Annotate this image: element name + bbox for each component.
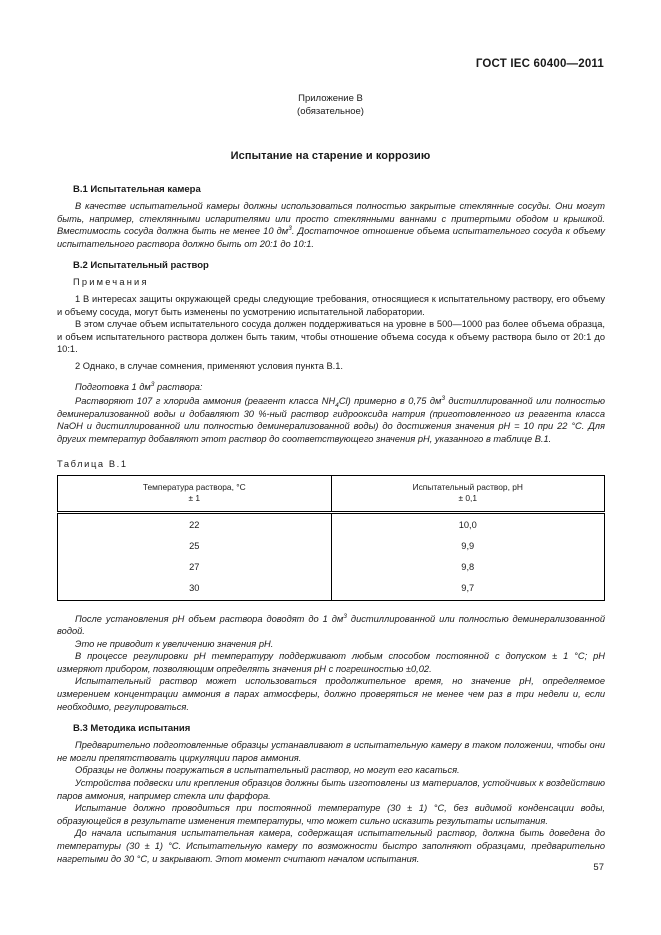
after-table-paragraph-3: В процессе регулировки pH температуру поддерживают любым способом постоянной с допуском ± 1 °C; pH измеряют прибором, позволяющим определять значения pH с погрешностью ±0,02. (57, 651, 605, 674)
notes-label: Примечания (73, 277, 149, 288)
paragraph-b3-1: Предварительно подготовленные образцы устанавливают в испытательную камеру в таком положении, чтобы они не могли препятствовать циркуляции паров аммония. (57, 740, 605, 763)
paragraph-b1-1-text-b: . Достаточное отношение объема испытательного сосуда к объему испытательного раствора должно быть от 20:1 до 10:1. (57, 226, 606, 249)
table-caption: Таблица B.1 (57, 458, 128, 469)
table-row (58, 512, 605, 535)
cell-temperature: 25 (58, 535, 332, 556)
after-table-paragraph-1-text-b: дистиллированной или полностью деминерализованной водой. (57, 613, 605, 637)
table-row (58, 535, 605, 556)
cell-temperature: 30 (58, 577, 332, 601)
table-column-header-ph-line1: Испытательный раствор, pH (412, 481, 523, 492)
table-column-header-temperature-line2: ± 1 (188, 493, 201, 503)
paragraph-b1-1-superscript: 3 (288, 225, 292, 233)
table-head (58, 475, 605, 512)
after-table-paragraph-2: Это не приводит к увеличению значения pH. (75, 638, 274, 649)
page-title: Испытание на старение и коррозию (230, 150, 431, 162)
paragraph-b3-2: Образцы не должны погружаться в испытательный раствор, но могут его касаться. (75, 765, 460, 776)
paragraph-b1-1 (57, 200, 605, 250)
table-body (58, 512, 605, 600)
after-table-paragraph-1 (57, 613, 605, 638)
running-header: ГОСТ IEC 60400—2011 (475, 58, 604, 70)
page-number: 57 (593, 862, 604, 873)
annex-title: Приложение В (298, 93, 363, 104)
cell-temperature: 22 (58, 512, 332, 535)
table-column-header-temperature-line1: Температура раствора, °C (142, 481, 246, 492)
document-body (57, 184, 605, 865)
table-column-header-ph (331, 475, 605, 512)
paragraph-b3-3: Устройства подвески или крепления образцов должны быть изготовлены из материалов, устойчивых к воздействию паров аммония, например стекла или фарфора. (57, 778, 605, 801)
annex-subtitle: (обязательное) (297, 106, 364, 117)
cell-ph: 9,8 (331, 556, 605, 577)
cell-ph: 9,9 (331, 535, 605, 556)
after-table-paragraph-1-superscript: 3 (343, 612, 347, 620)
solution-ph-table (57, 475, 605, 601)
preparation-body-text-a: Растворяют 107 г хлорида аммония (реагент класса NH (75, 396, 336, 407)
paragraph-b1-1-text-a: В качестве испытательной камеры должны использоваться полностью закрытые стеклянные сосуды. Они могут быть, например, стеклянными испарителями или просто стеклянными ваннами с притертыми ободом и крышкой. Вместимость сосуда должна быть не менее 10 дм (57, 201, 605, 237)
cell-ph: 10,0 (331, 512, 605, 535)
note-2: 2 Однако, в случае сомнения, применяют условия пункта B.1. (75, 360, 343, 371)
heading-b2: B.2 Испытательный раствор (73, 260, 209, 272)
preparation-heading (57, 381, 605, 394)
table-row (58, 577, 605, 601)
paragraph-b3-4: Испытание должно проводиться при постоянной температуре (30 ± 1) °C, без видимой конденсации воды, образующейся в результате изменения температуры, что может сильно исказить результаты испытания. (57, 803, 605, 826)
preparation-body-superscript: 3 (441, 395, 445, 403)
heading-b1: B.1 Испытательная камера (73, 184, 201, 195)
note-1-continuation: В этом случае объем испытательного сосуда должен поддерживаться на уровне в 500—1000 раз более объема образца, и объем испытательного раствора должен быть таким, чтобы отношение объема сосуда к объему раствора было от 20:1 до 10:1. (57, 319, 605, 355)
preparation-body (57, 395, 605, 445)
preparation-body-text-c: дистиллированной или полностью деминерализованной воды и добавляют 30 %-ный раствор гидрооксида натрия (приготовленного из реагента класса NaOH и дистиллированной или полностью деминерализованной воды) до достижения значения pH = 10 при 22 °C. Для других температур добавляют этот раствор до соответствующего значения pH, указанного в таблице B.1. (57, 396, 605, 444)
after-table-paragraph-1-text-a: После установления pH объем раствора доводят до 1 дм (75, 613, 344, 624)
table-column-header-ph-line2: ± 0,1 (458, 493, 478, 503)
note-1: 1 В интересах защиты окружающей среды следующие требования, относящиеся к испытательному раствору, его объему и объему сосуда, могут быть изменены по усмотрению испытательной лаборатории. (57, 293, 605, 317)
preparation-body-text-b: Cl) примерно в 0,75 дм (338, 396, 442, 407)
after-table-paragraph-4: Испытательный раствор может использоваться продолжительное время, но значение pH, определяемое измерением концентрации аммония в парах атмосферы, должно проверяться не менее чем раз в три недели и, если необходимо, регулироваться. (57, 676, 605, 712)
table-column-header-temperature (58, 475, 332, 512)
table-row (58, 556, 605, 577)
cell-temperature: 27 (58, 556, 332, 577)
preparation-heading-text-b: раствора: (154, 381, 203, 392)
preparation-heading-superscript: 3 (150, 380, 155, 388)
paragraph-b3-5: До начала испытания испытательная камера, содержащая испытательный раствор, должна быть доведена до температуры (30 ± 1) °C. Испытательную камеру по возможности быстро заполняют образцами, предварительно нагретыми до 30 °C, и закрывают. Этот момент считают началом испытания. (57, 828, 605, 864)
preparation-heading-text-a: Подготовка 1 дм (75, 381, 151, 392)
table-header-row (58, 475, 605, 512)
preparation-body-subscript: 4 (335, 401, 339, 409)
heading-b3: B.3 Методика испытания (73, 723, 191, 735)
annex-heading (0, 92, 661, 118)
cell-ph: 9,7 (331, 577, 605, 601)
